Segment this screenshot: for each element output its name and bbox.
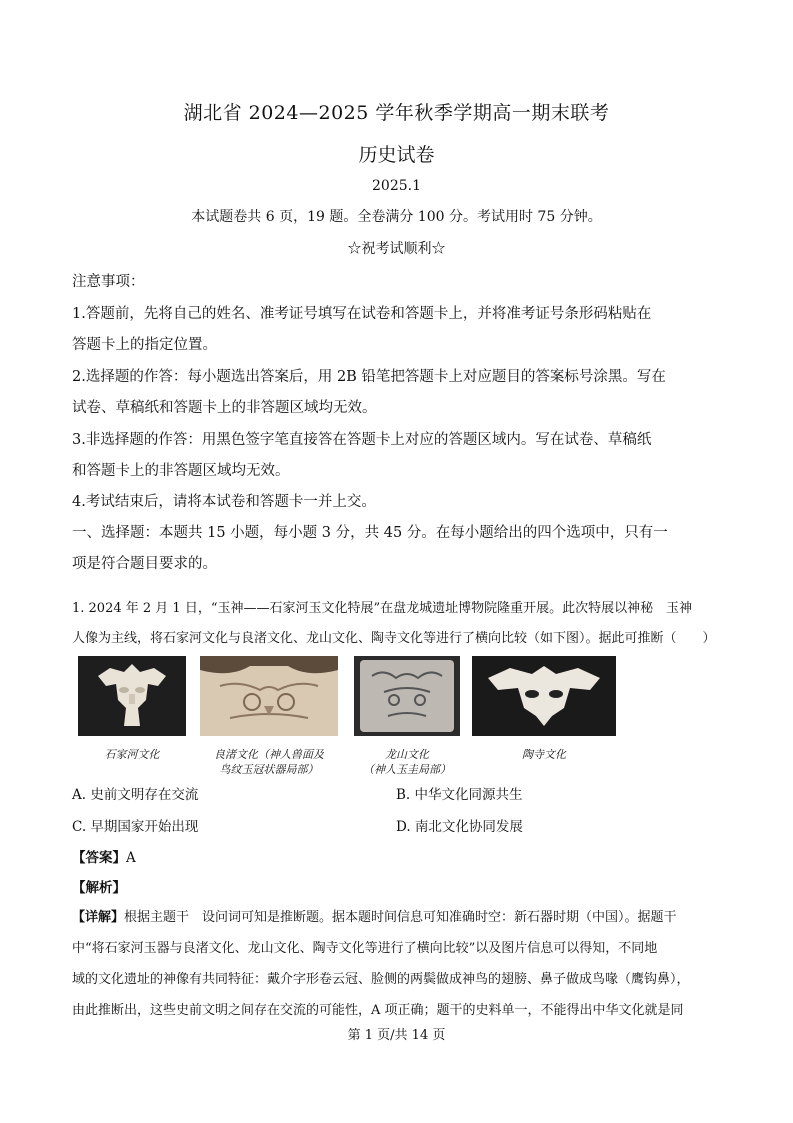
- notes-line: 4.考试结束后，请将本试卷和答题卡一并上交。: [72, 494, 376, 510]
- detail-line: [72, 906, 677, 925]
- option-c: C. 早期国家开始出现: [72, 819, 199, 835]
- answer-value: A: [126, 850, 136, 866]
- exam-date: 2025.1: [372, 178, 421, 194]
- section-heading-cont: 项是符合题目要求的。: [72, 556, 217, 572]
- exam-title: 湖北省 2024—2025 学年秋季学期高一期末联考: [183, 102, 610, 124]
- answer-label: 【答案】: [72, 850, 126, 866]
- caption-shijiahe: 石家河文化: [104, 748, 160, 761]
- exam-subject: 历史试卷: [358, 144, 435, 166]
- notes-heading: 注意事项：: [72, 274, 145, 290]
- liangzhu-jade-image: [200, 656, 338, 736]
- detail-label: 【详解】: [72, 910, 125, 925]
- caption-longshan-sub: （神人玉圭局部）: [363, 763, 451, 776]
- caption-longshan: 龙山文化: [385, 748, 429, 761]
- answer-line: [72, 846, 136, 866]
- shijiahe-jade-image: [78, 656, 186, 736]
- option-a: A. 史前文明存在交流: [72, 787, 199, 803]
- option-d: D. 南北文化协同发展: [396, 819, 523, 835]
- caption-liangzhu-sub: 鸟纹玉冠状器局部）: [219, 763, 319, 776]
- question-1-stem: 1. 2024 年 2 月 1 日，“玉神——石家河玉文化特展”在盘龙城遗址博物院隆重开展。此次特展以神秘 玉神: [72, 601, 693, 616]
- detail-text: 根据主题干 设问词可知是推断题。据本题时间信息可知准确时空：新石器时期（中国）。据题干: [124, 910, 677, 925]
- page-footer: 第 1 页/共 14 页: [347, 1028, 446, 1043]
- analysis-label: 【解析】: [72, 880, 126, 896]
- notes-line: 3.非选择题的作答：用黑色签字笔直接答在答题卡上对应的答题区域内。写在试卷、草稿纸: [72, 432, 652, 448]
- detail-line: 由此推断出，这些史前文明之间存在交流的可能性，A 项正确；题干的史料单一，不能得出中华文化就是同: [72, 1003, 684, 1018]
- exam-wish: ☆祝考试顺利☆: [347, 241, 446, 257]
- section-heading: 一、选择题：本题共 15 小题，每小题 3 分，共 45 分。在每小题给出的四个选项中，只有一: [72, 525, 668, 541]
- notes-line: 和答题卡上的非答题区域均无效。: [72, 463, 290, 479]
- option-b: B. 中华文化同源共生: [396, 787, 523, 803]
- notes-line: 1.答题前，先将自己的姓名、准考证号填写在试卷和答题卡上，并将准考证号条形码粘贴在: [72, 306, 652, 322]
- detail-line: 中“将石家河玉器与良渚文化、龙山文化、陶寺文化等进行了横向比较”以及图片信息可以得知，不同地: [72, 941, 658, 956]
- longshan-jade-image: [354, 656, 460, 736]
- taosi-jade-image: [472, 656, 616, 736]
- artifact-figure-row: [76, 656, 636, 776]
- exam-info: 本试题卷共 6 页，19 题。全卷满分 100 分。考试用时 75 分钟。: [191, 209, 602, 225]
- caption-taosi: 陶寺文化: [522, 748, 566, 761]
- notes-line: 答题卡上的指定位置。: [72, 337, 217, 353]
- notes-line: 2.选择题的作答：每小题选出答案后，用 2B 铅笔把答题卡上对应题目的答案标号涂黑。写在: [72, 369, 666, 385]
- detail-line: 域的文化遗址的神像有共同特征：戴介字形卷云冠、脸侧的两鬓做成神鸟的翅膀、鼻子做成鸟喙（鹰钩鼻），: [72, 972, 690, 987]
- question-1-stem-cont: 人像为主线，将石家河文化与良渚文化、龙山文化、陶寺文化等进行了横向比较（如下图）。据此可推断（ ）: [72, 631, 716, 646]
- caption-liangzhu: 良渚文化（神人兽面及: [214, 748, 324, 761]
- notes-line: 试卷、草稿纸和答题卡上的非答题区域均无效。: [72, 400, 377, 416]
